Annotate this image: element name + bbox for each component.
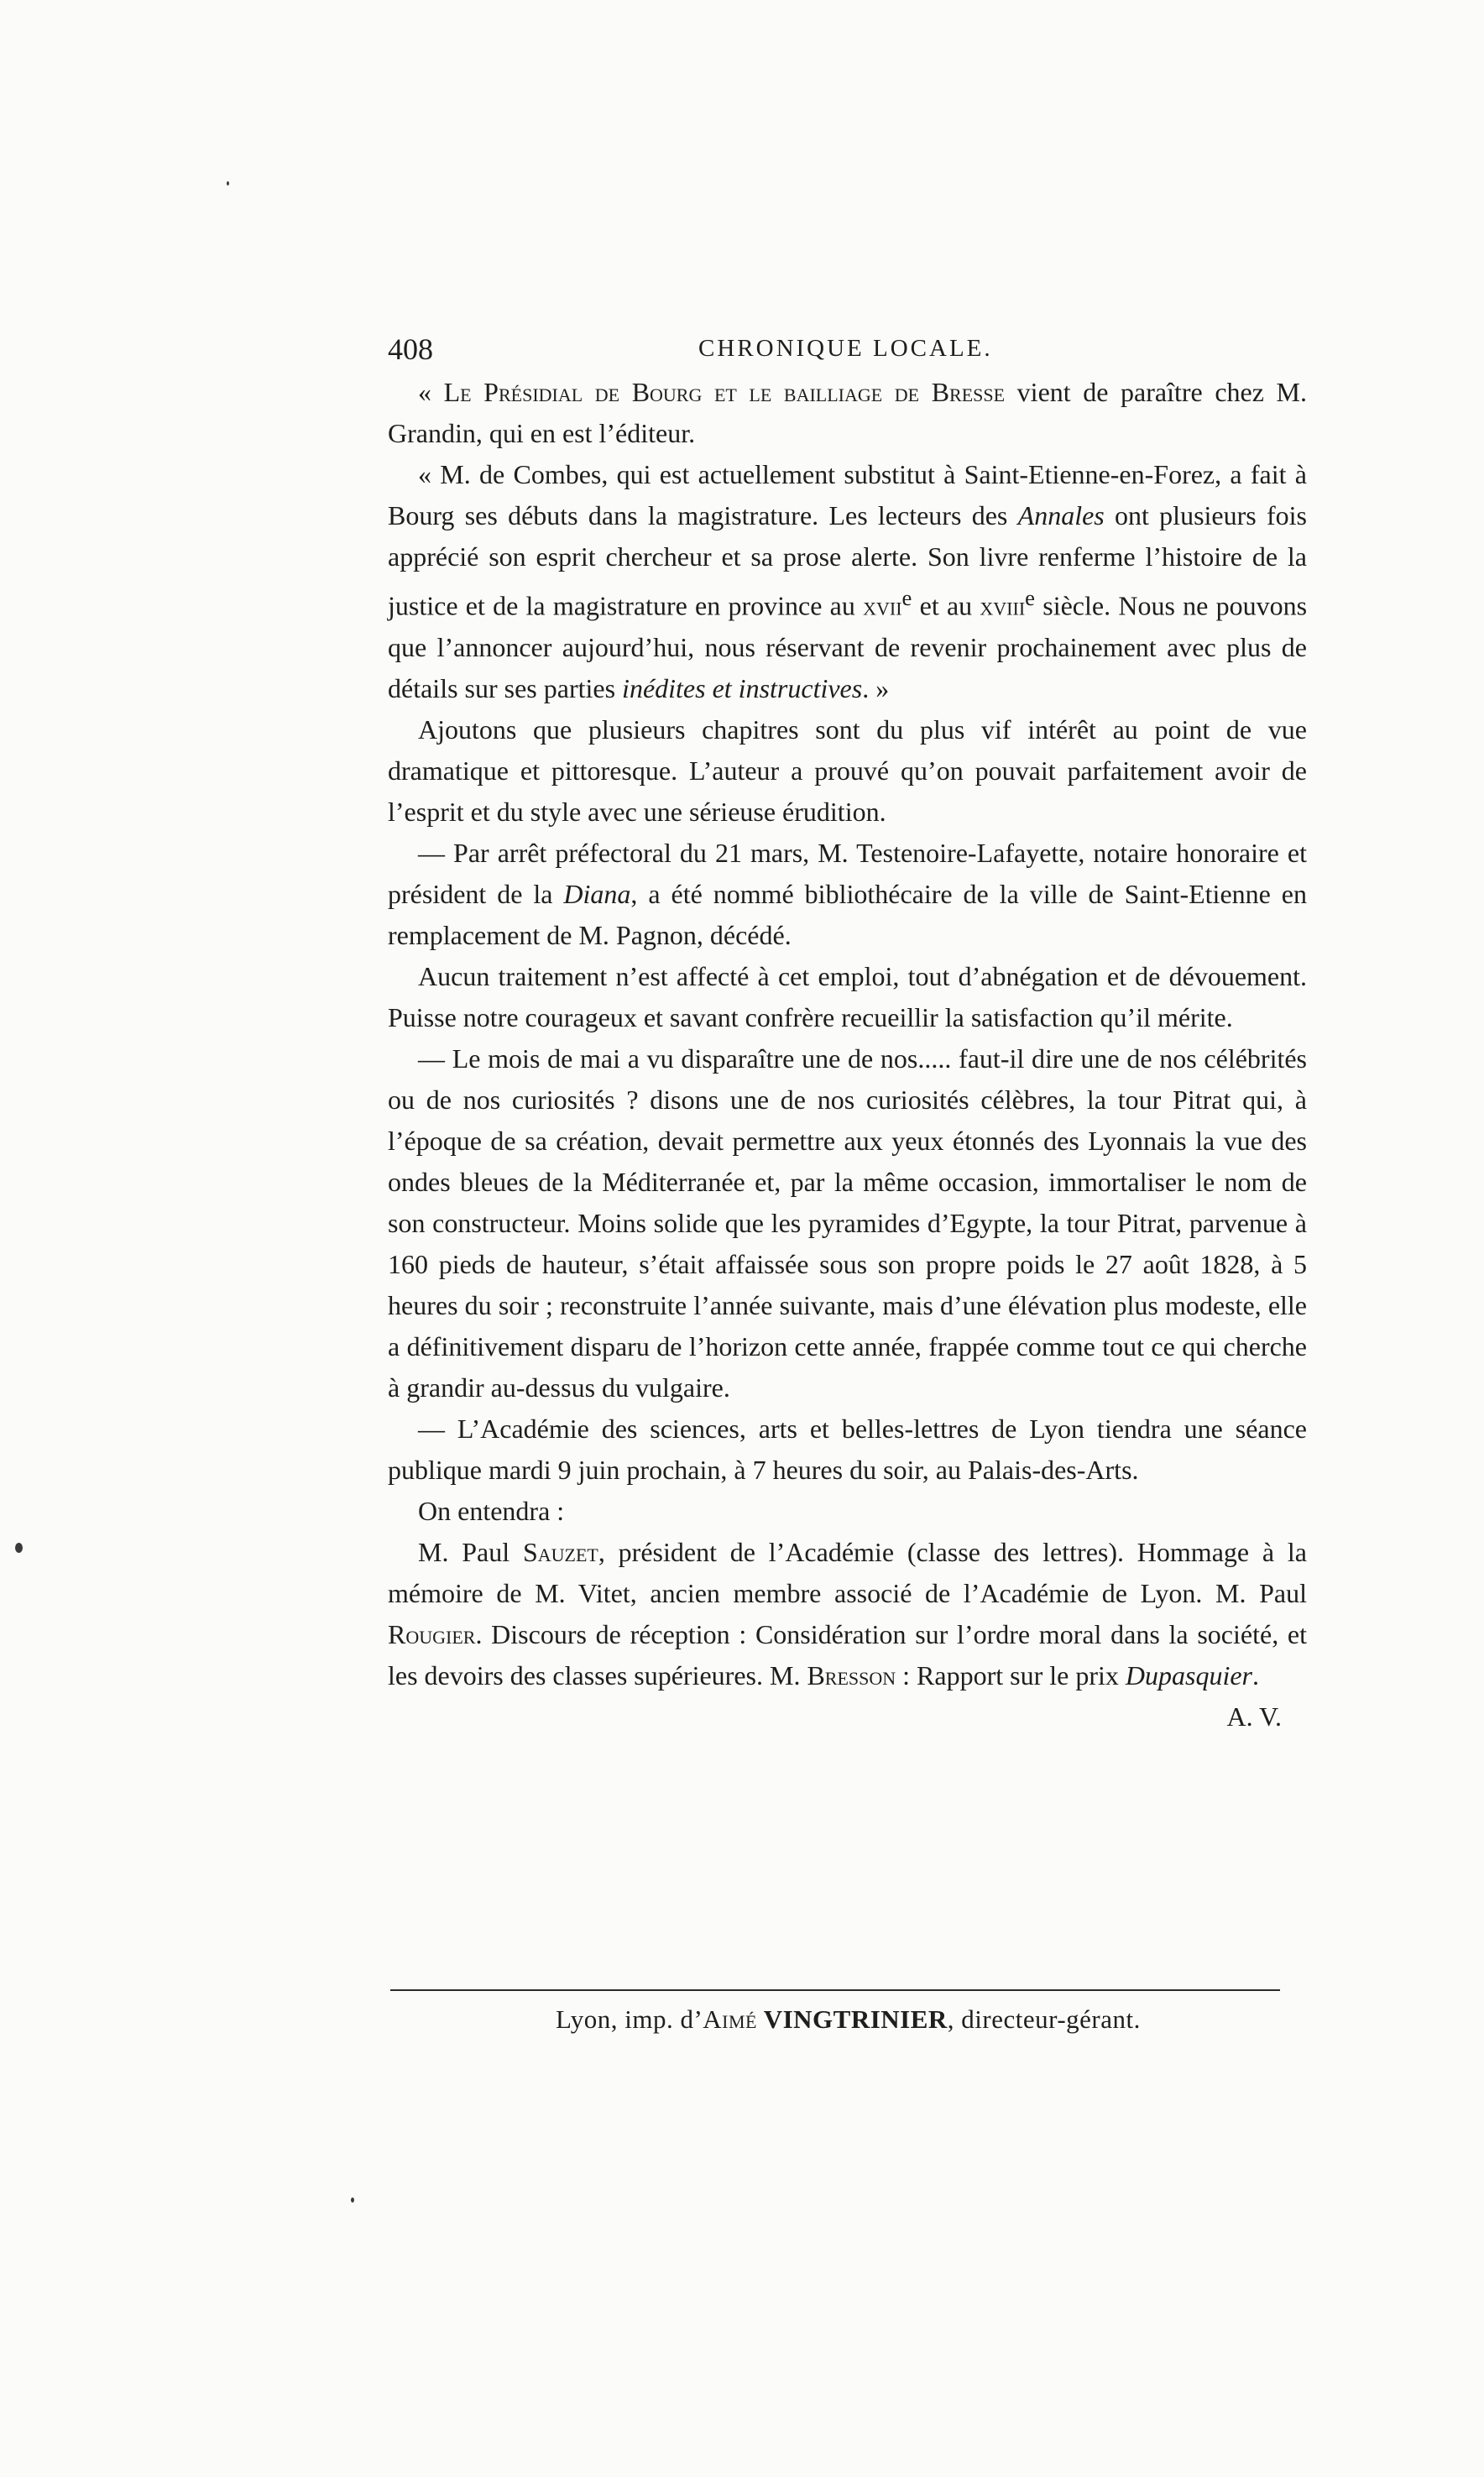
paragraph-chapters: Ajoutons que plusieurs chapitres sont du plus vif intérêt au point de vue dramatique et pittoresque. L’auteur a prouvé qu’on pouvait parfaitement avoir de l’esprit et du style avec une sérieuse érudition. bbox=[388, 713, 1307, 827]
paragraph-on-entendra: On entendra : bbox=[418, 1495, 565, 1526]
journal-title: Annales bbox=[1017, 500, 1105, 530]
ink-speck bbox=[15, 1543, 23, 1553]
ink-speck bbox=[227, 181, 229, 186]
paragraph-librarian: — Par arrêt préfectoral du 21 mars, M. Testenoire-Lafayette, notaire honoraire et président de la Diana, a été nommé bibliothécaire de la ville de Saint-Etienne en remplacement de M. Pagnon, décédé. bbox=[388, 837, 1308, 950]
footer-rule bbox=[390, 1989, 1280, 1991]
paragraph-academie: — L’Académie des sciences, arts et belles-lettres de Lyon tiendra une séance publique mardi 9 juin prochain, à 7 heures du soir, au Palais-des-Arts. bbox=[388, 1413, 1307, 1485]
paragraph-treatment: Aucun traitement n’est affecté à cet emploi, tout d’abnégation et de dévouement. Puisse notre courageux et savant confrère recueillir la satisfaction qu’il mérite. bbox=[388, 960, 1307, 1032]
page-content bbox=[388, 332, 1307, 1738]
paragraph-combes: « M. de Combes, qui est actuellement substitut à Saint-Etienne-en-Forez, a fait à Bourg ses débuts dans la magistrature. Les lecteurs des Annales ont plusieurs fois apprécié son esprit chercheur et sa prose alerte. Son livre renferme l’histoire de la justice et de la magistrature en province au xvii$^e$ et au xviii$^e$ siècle. Nous ne pouvons que l’annoncer aujourd’hui, nous réservant de revenir prochainement avec plus de détails sur ses parties inédites et instructives. » bbox=[388, 459, 1308, 703]
book-title: Le Présidial de Bourg et le bailliage de Bresse bbox=[443, 377, 1006, 407]
signature: A. V. bbox=[1226, 1701, 1282, 1732]
paragraph-tour-pitrat: — Le mois de mai a vu disparaître une de nos..... faut-il dire une de nos célébrités ou de nos curiosités ? disons une de nos curiosités célèbres, la tour Pitrat qui, à l’époque de sa création, devait permettre aux yeux étonnés des Lyonnais la vue des ondes bleues de la Méditerranée et, par la même occasion, immortaliser le nom de son constructeur. Moins solide que les pyramides d’Egypte, la tour Pitrat, parvenue à 160 pieds de hauteur, s’était affaissée sous son propre poids le 27 août 1828, à 5 heures du soir ; reconstruite l’année suivante, mais d’une élévation plus modeste, elle a définitivement disparu de l’horizon cette année, frappée comme tout ce qui cherche à grandir au-dessus du vulgaire. bbox=[388, 1043, 1307, 1403]
imprint-line: Lyon, imp. d’Aimé VINGTRINIER, directeur-gérant. bbox=[556, 2004, 1141, 2034]
running-head: CHRONIQUE LOCALE. bbox=[698, 335, 993, 362]
paragraph-program: M. Paul Sauzet, président de l’Académie (classe des lettres). Hommage à la mémoire de M. Vitet, ancien membre associé de l’Académie de Lyon. M. Paul Rougier. Discours de réception : Considération sur l’ordre moral dans la société, et les devoirs des classes supérieures. M. Bresson : Rapport sur le prix Dupasquier. A. V. bbox=[388, 1532, 1307, 1696]
page-header bbox=[388, 332, 1307, 372]
paragraph-book-announcement: « Le Présidial de Bourg et le bailliage de Bresse vient de paraître chez M. Grandin, qui en est l’éditeur. bbox=[388, 377, 1308, 448]
page-number: 408 bbox=[388, 332, 433, 366]
ink-speck bbox=[351, 2197, 354, 2203]
article-body bbox=[388, 372, 1308, 1732]
